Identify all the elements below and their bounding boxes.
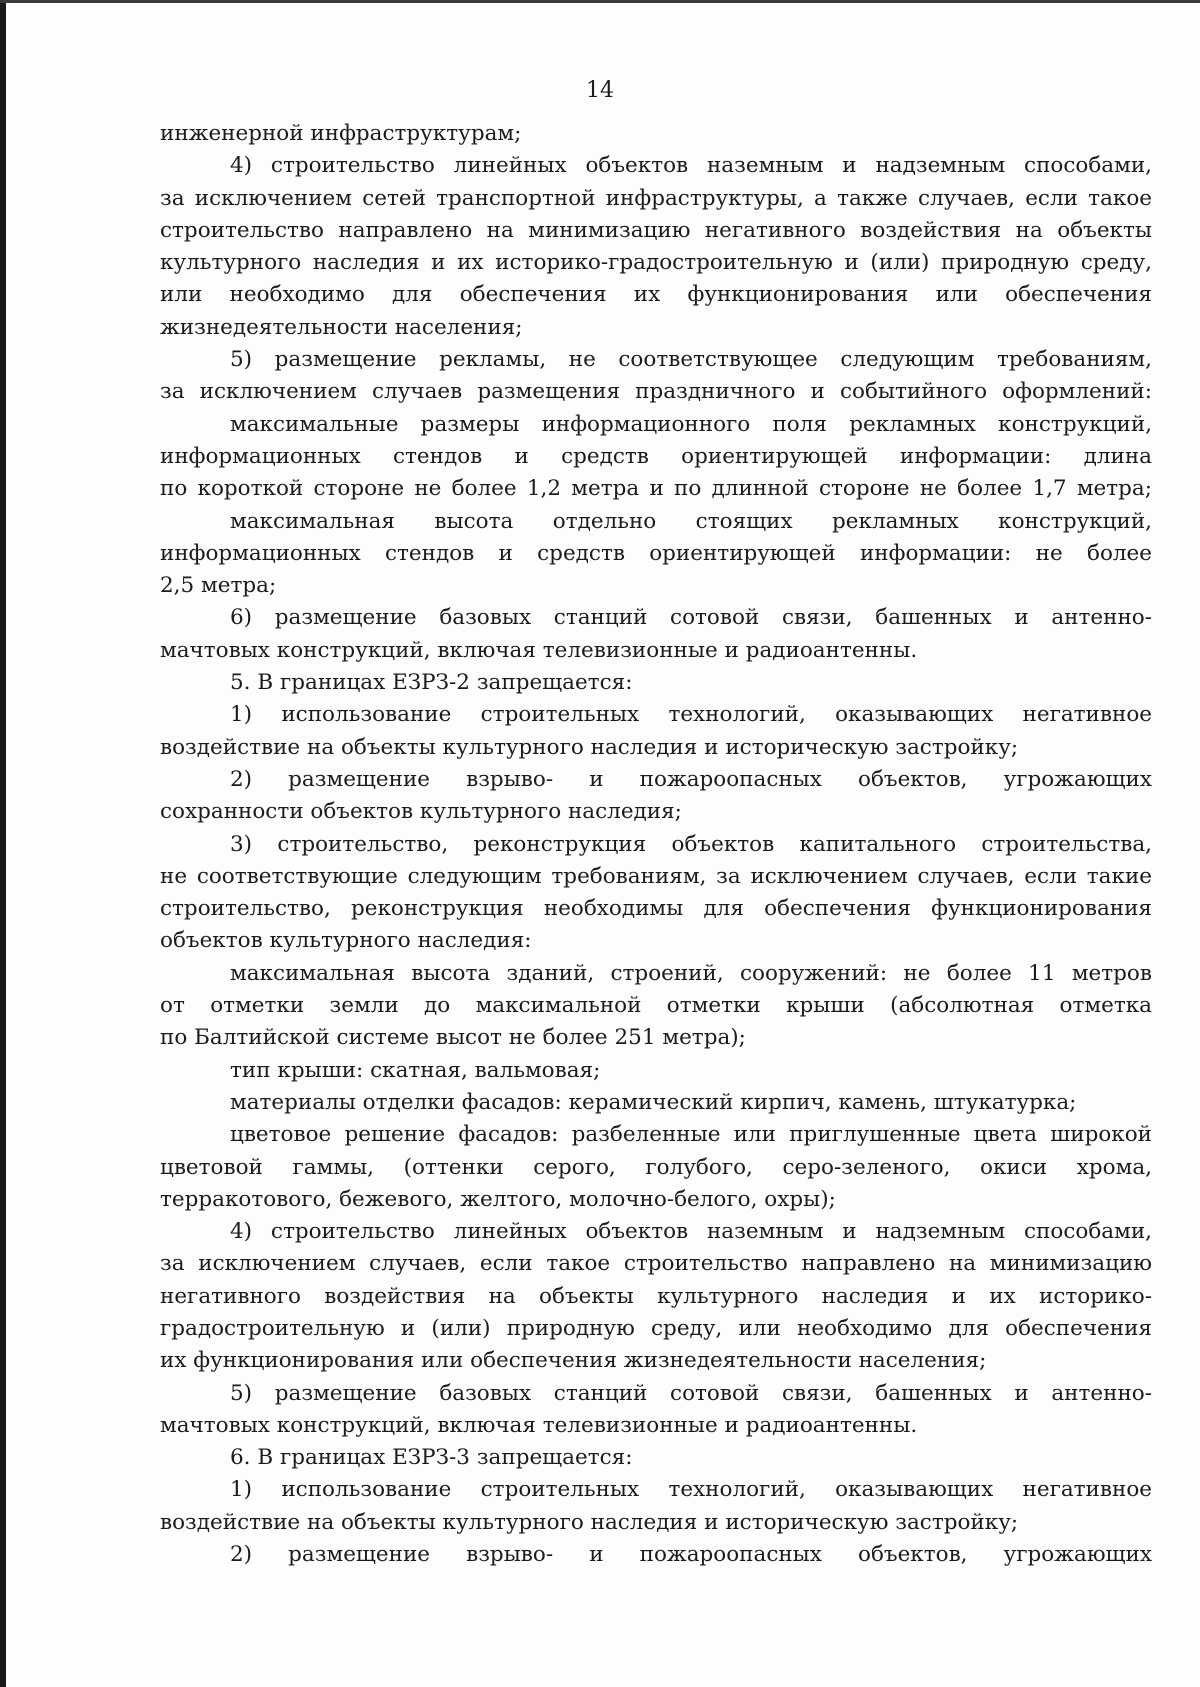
scan-edge-top xyxy=(0,0,1200,3)
text-line: воздействие на объекты культурного наследия и историческую застройку; xyxy=(160,734,1019,760)
text-line: информационных стендов и средств ориентирующей информации: длина xyxy=(160,443,1152,469)
text-line: по Балтийской системе высот не более 251 метра); xyxy=(160,1025,746,1051)
text-line: их функционирования или обеспечения жизнедеятельности населения; xyxy=(160,1348,987,1374)
text-line: 5) размещение рекламы, не соответствующее следующим требованиям, xyxy=(230,347,1152,373)
text-line: сохранности объектов культурного наследия; xyxy=(160,799,682,825)
text-line: градостроительную и (или) природную среду, или необходимо для обеспечения xyxy=(160,1315,1152,1341)
text-line: 2,5 метра; xyxy=(160,573,277,599)
scan-edge-left xyxy=(0,0,6,1687)
text-line: мачтовых конструкций, включая телевизионные и радиоантенны. xyxy=(160,637,918,663)
text-line: 3) строительство, реконструкция объектов капитального строительства, xyxy=(230,831,1152,857)
text-line: строительство, реконструкция необходимы для обеспечения функционирования xyxy=(160,896,1152,922)
text-line: терракотового, бежевого, желтого, молочно-белого, охры); xyxy=(160,1186,836,1212)
text-line: 4) строительство линейных объектов наземным и надземным способами, xyxy=(230,153,1152,179)
text-line: от отметки земли до максимальной отметки крыши (абсолютная отметка xyxy=(160,993,1152,1019)
document-text-body xyxy=(160,118,1152,1571)
text-line: 4) строительство линейных объектов наземным и надземным способами, xyxy=(230,1219,1152,1245)
text-line: культурного наследия и их историко-градостроительную и (или) природную среду, xyxy=(160,250,1152,276)
text-line: 1) использование строительных технологий, оказывающих негативное xyxy=(230,1477,1152,1503)
text-line: за исключением случаев размещения праздничного и событийного оформлений: xyxy=(160,379,1152,405)
text-line: 2) размещение взрыво- и пожароопасных объектов, угрожающих xyxy=(230,766,1152,792)
text-line: материалы отделки фасадов: керамический кирпич, камень, штукатурка; xyxy=(230,1089,1077,1115)
text-line: за исключением сетей транспортной инфраструктуры, а также случаев, если такое xyxy=(160,185,1152,211)
text-line: максимальные размеры информационного поля рекламных конструкций, xyxy=(230,411,1152,437)
text-line: негативного воздействия на объекты культурного наследия и их историко- xyxy=(160,1283,1152,1309)
text-line: за исключением случаев, если такое строительство направлено на минимизацию xyxy=(160,1251,1152,1277)
text-line: 5) размещение базовых станций сотовой связи, башенных и антенно- xyxy=(230,1380,1152,1406)
text-line: 6. В границах ЕЗРЗ-3 запрещается: xyxy=(230,1445,633,1471)
text-line: жизнедеятельности населения; xyxy=(160,314,523,340)
text-line: объектов культурного наследия: xyxy=(160,928,532,954)
text-line: мачтовых конструкций, включая телевизионные и радиоантенны. xyxy=(160,1412,918,1438)
text-line: 5. В границах ЕЗРЗ-2 запрещается: xyxy=(230,670,633,696)
page-number: 14 xyxy=(586,78,614,103)
text-line: не соответствующие следующим требованиям, за исключением случаев, если такие xyxy=(160,863,1152,889)
text-line: воздействие на объекты культурного наследия и историческую застройку; xyxy=(160,1509,1019,1535)
text-line: по короткой стороне не более 1,2 метра и по длинной стороне не более 1,7 метра; xyxy=(160,476,1152,502)
text-line: цветовой гаммы, (оттенки серого, голубого, серо-зеленого, окиси хрома, xyxy=(160,1154,1152,1180)
text-line: 2) размещение взрыво- и пожароопасных объектов, угрожающих xyxy=(230,1542,1152,1568)
text-line: максимальная высота зданий, строений, сооружений: не более 11 метров xyxy=(230,960,1152,986)
text-line: или необходимо для обеспечения их функционирования или обеспечения xyxy=(160,282,1152,308)
text-line: информационных стендов и средств ориентирующей информации: не более xyxy=(160,540,1152,566)
text-line: максимальная высота отдельно стоящих рекламных конструкций, xyxy=(230,508,1152,534)
text-line: цветовое решение фасадов: разбеленные или приглушенные цвета широкой xyxy=(230,1122,1152,1148)
text-line: строительство направлено на минимизацию негативного воздействия на объекты xyxy=(160,217,1152,243)
text-line: инженерной инфраструктурам; xyxy=(160,121,522,146)
text-line: 1) использование строительных технологий, оказывающих негативное xyxy=(230,702,1152,728)
text-line: тип крыши: скатная, вальмовая; xyxy=(230,1057,601,1083)
text-line: 6) размещение базовых станций сотовой связи, башенных и антенно- xyxy=(230,605,1152,631)
